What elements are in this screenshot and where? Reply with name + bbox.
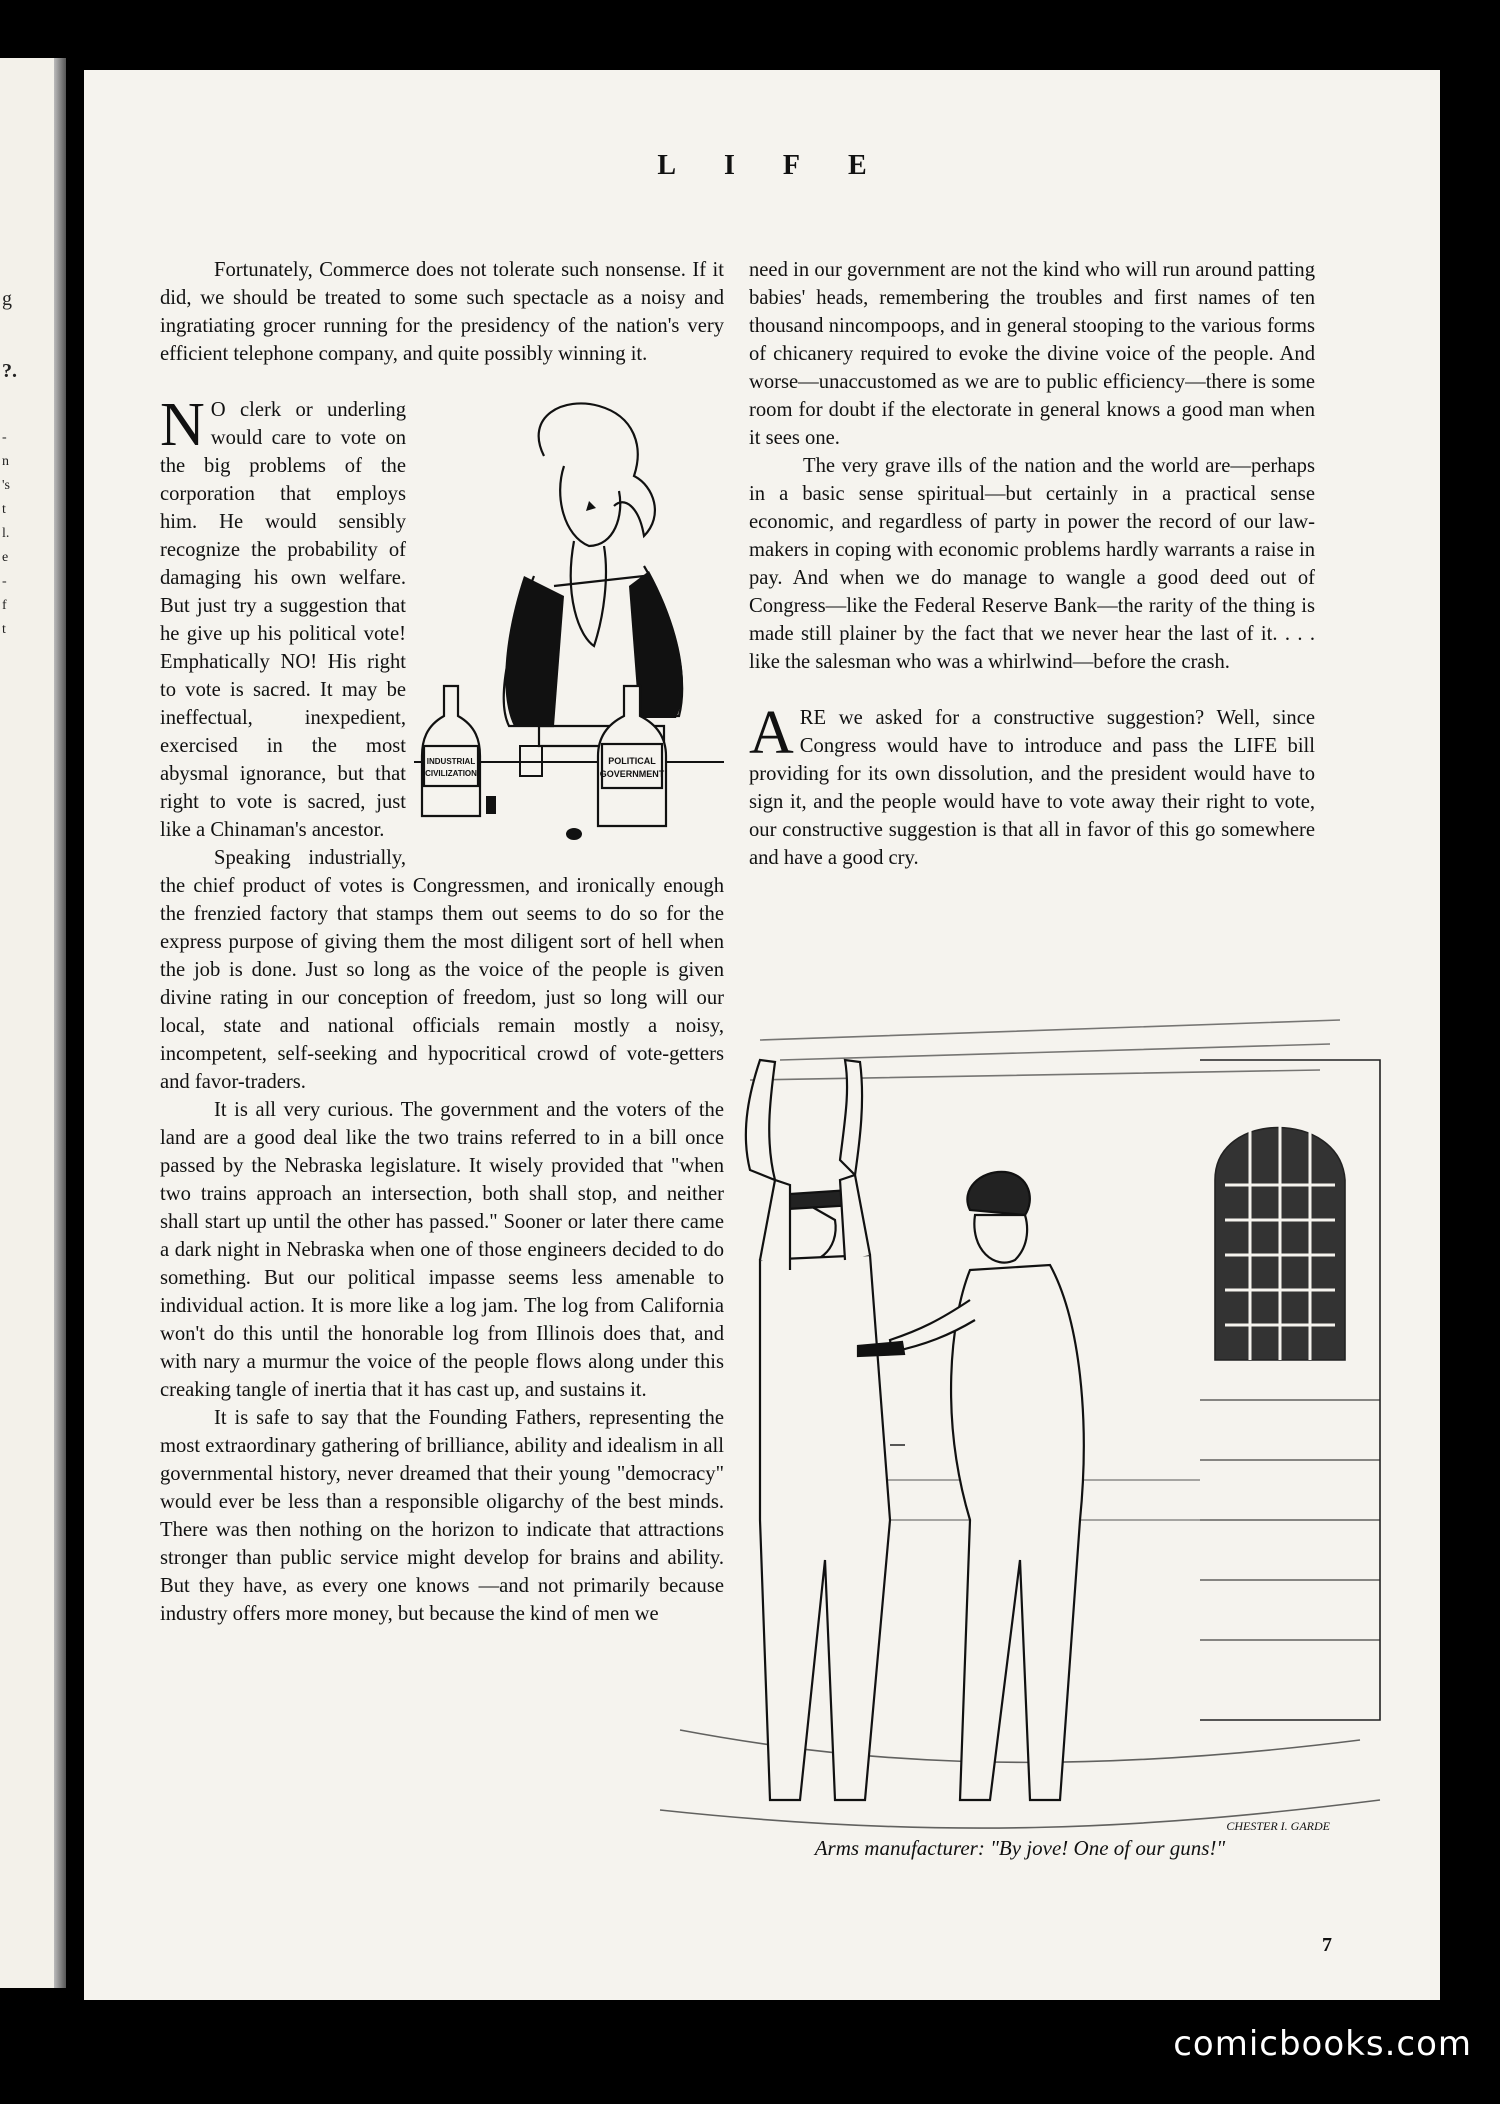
prev-page-fragment: 's (2, 478, 10, 493)
cartoon-illustration (414, 396, 724, 852)
page-gutter (54, 58, 66, 1988)
prev-page-fragment: t (2, 622, 6, 637)
paragraph-text: RE we asked for a constructive suggestion? Well, since Congress would have to introduce and pass the LIFE bill providing for its own dissolution, and the president would have to sign it, and the people would have to vote away their right to vote, our constructive suggestion is that all in favor of this go somewhere and have a good cry. (749, 707, 1315, 869)
paragraph: Speaking industrially, the chief product of votes is Congressmen, and ironically enough the frenzied factory that stamps them out seems to do so for the express purpose of giving them the most diligent sort of hell when the job is done. Just so long as the voice of the people is given divine rating in our conception of freedom, just so long will our local, state and national officials remain mostly a noisy, incompetent, self-seeking and hypocritical crowd of vote-getters and favor-traders. (160, 847, 724, 1093)
paragraph: Fortunately, Commerce does not tolerate such nonsense. If it did, we should be treated to some such spectacle as a noisy and ingratiating grocer running for the presidency of the nation's very efficient telephone company, and quite possibly winning it. (160, 259, 724, 365)
robber-figure (858, 1172, 1084, 1800)
bottle-left-label-1: INDUSTRIAL (426, 757, 476, 766)
bottle-left-label-2: CIVILIZATION (425, 769, 477, 778)
uncle-sam-bartender-cartoon (414, 396, 724, 852)
cork (486, 796, 496, 814)
prev-page-fragment: e (2, 550, 9, 565)
prev-page-fragment: f (2, 598, 7, 613)
paragraph-text: O clerk or underling would care to vote on the big problems of the corporation that employs him. He would sensibly recognize the probability of damaging his own welfare. But just try a suggestion that he give up his political vote! Emphatically NO! His right to vote is sacred. It may be ineffectual, inexpedient, exercised in the most abysmal ignorance, but that right to vote is sacred, just like a Chinaman's ancestor. (160, 399, 406, 841)
drop-cap: A (749, 699, 794, 767)
paragraph (749, 699, 1315, 872)
paragraph: need in our government are not the kind who will run around patting babies' heads, remembering the troubles and first names of ten thousand nincompoops, and in general stooping to the various forms of chicanery required to evoke the divine voice of the people. And worse—unaccustomed as we are to public efficiency—there is some room for doubt if the electorate in general knows a good man when it sees one. (749, 259, 1315, 449)
masthead: LIFE (657, 150, 915, 181)
bottle-cap (566, 828, 582, 840)
prev-page-fragment: - (2, 574, 7, 589)
prev-page-fragment: g (2, 288, 12, 310)
page-number: 7 (1322, 1934, 1332, 1956)
drop-cap: N (160, 391, 205, 459)
prev-page-fragment: t (2, 502, 6, 517)
right-column (749, 256, 1315, 872)
cartoon-caption: Arms manufacturer: "By jove! One of our guns!" (814, 1836, 1226, 1860)
prev-page-fragment: n (2, 454, 9, 469)
paragraph: It is safe to say that the Founding Fathers, representing the most extraordinary gathering of brilliance, ability and idealism in all governmental history, never dreamed that their young "democracy" would ever be less than a responsible oligarchy of the best minds. There was then nothing on the horizon to indicate that attractions stronger than public service might develop for brains and ability. But they have, as every one knows —and not primarily because industry offers more money, but because the kind of men we (160, 1407, 724, 1625)
artist-signature: CHESTER I. GARDE (1226, 1819, 1330, 1833)
paragraph: It is all very curious. The government and the voters of the land are a good deal like the two trains referred to in a bill once passed by the Nebraska legislature. It wisely provided that "when two trains approach an intersection, both shall stop, and neither shall start up until the other has passed." Sooner or later there came a dark night in Nebraska when one of those engineers decided to do something. But our political impasse seems less amenable to individual action. It is more like a log jam. The log from California won't do this until the honorable log from Illinois does that, and with nary a murmur the voice of the people flows along under this creaking tangle of inertia that it has cast up, and sustains it. (160, 1099, 724, 1401)
prev-page-fragment: l. (2, 526, 10, 541)
cartoon-illustration (640, 1000, 1400, 1890)
holdup-cartoon (640, 1000, 1400, 1890)
magazine-page (84, 70, 1440, 2000)
bottle-right-label-1: POLITICAL (608, 756, 656, 766)
victim-figure (746, 1060, 890, 1800)
paragraph: The very grave ills of the nation and the world are—perhaps in a basic sense spiritual—but certainly in a practical sense economic, and regardless of party in power the record of our law-makers in coping with economic problems hardly warrants a raise in pay. And when we do manage to wangle a good deed out of Congress—like the Federal Reserve Bank—the rarity of the thing is made still plainer by the fact that we never hear the last of it. . . . like the salesman who was a whirlwind—before the crash. (749, 455, 1315, 673)
watermark: comicbooks.com (1173, 2024, 1472, 2064)
paragraph (160, 391, 724, 844)
prev-page-fragment: ?. (2, 360, 17, 382)
prev-page-fragment: - (2, 430, 7, 445)
bottle-left (422, 686, 480, 816)
bottle-right-label-2: GOVERNMENT (599, 769, 665, 779)
previous-page-edge (0, 58, 66, 1988)
